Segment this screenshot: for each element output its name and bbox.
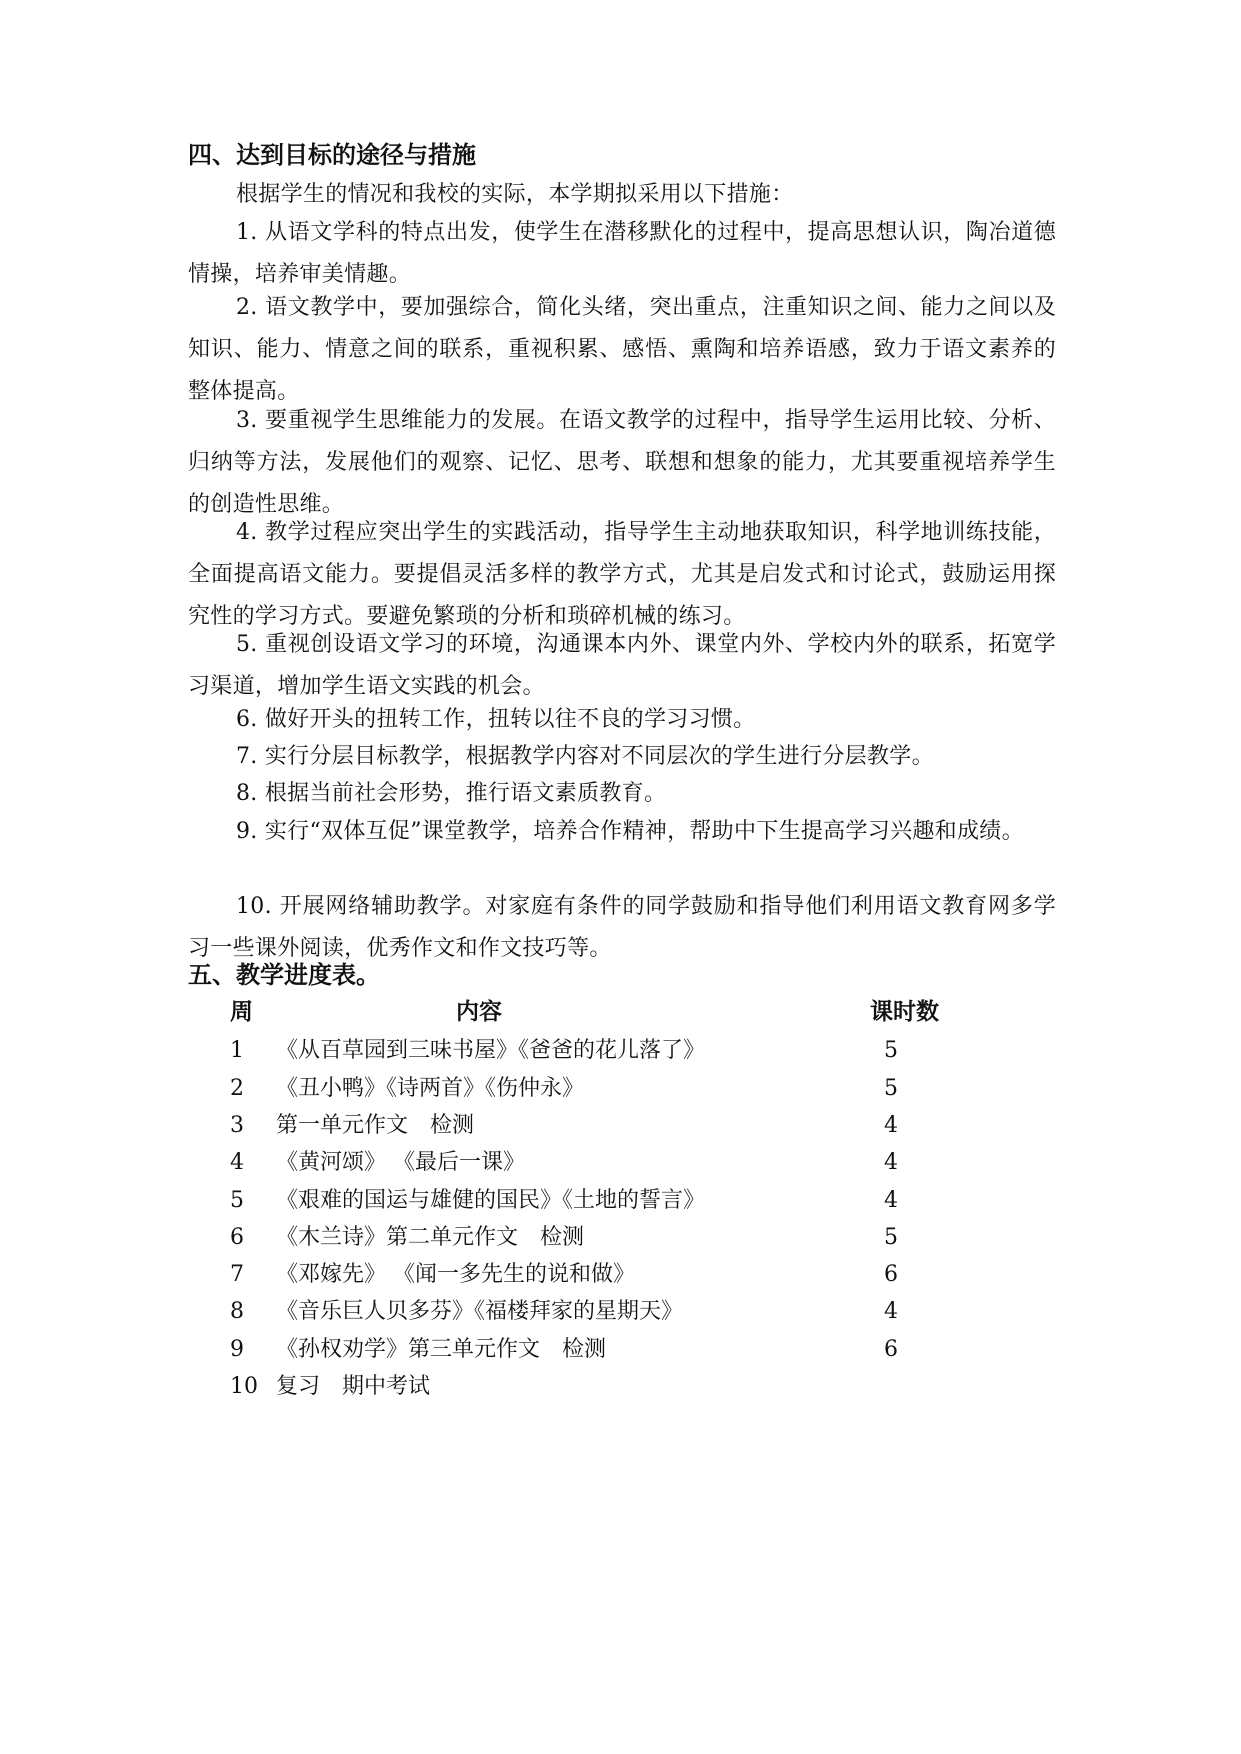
content-cell: 《孙权劝学》第三单元作文 检测 xyxy=(276,1337,607,1362)
column-header-hours: 课时数 xyxy=(870,999,939,1025)
column-header-week: 周 xyxy=(230,999,253,1025)
week-cell: 3 xyxy=(230,1113,244,1138)
hours-cell: 5 xyxy=(884,1076,898,1101)
section-4-heading: 四、达到目标的途径与措施 xyxy=(188,141,476,169)
content-cell: 《黄河颂》 《最后一课》 xyxy=(276,1150,525,1175)
content-cell: 《木兰诗》第二单元作文 检测 xyxy=(276,1225,585,1250)
section-4-intro: 根据学生的情况和我校的实际，本学期拟采用以下措施： xyxy=(236,182,794,207)
table-row xyxy=(0,1111,1241,1141)
measure-item-5: 5. 重视创设语文学习的环境，沟通课本内外、课堂内外、学校内外的联系，拓宽学习渠道，增加学生语文实践的机会。 xyxy=(188,632,1056,699)
content-cell: 复习 期中考试 xyxy=(276,1374,431,1399)
table-row xyxy=(0,1074,1241,1104)
content-cell: 第一单元作文 检测 xyxy=(276,1113,475,1138)
measure-item-6: 6. 做好开头的扭转工作，扭转以往不良的学习习惯。 xyxy=(236,707,756,732)
week-cell: 9 xyxy=(230,1337,244,1362)
section-5-heading: 五、教学进度表。 xyxy=(188,961,380,989)
measure-item-10: 10. 开展网络辅助教学。对家庭有条件的同学鼓励和指导他们利用语文教育网多学习一些课外阅读，优秀作文和作文技巧等。 xyxy=(188,894,1056,961)
table-row xyxy=(0,1223,1241,1253)
week-cell: 7 xyxy=(230,1262,244,1287)
week-cell: 2 xyxy=(230,1076,244,1101)
column-header-content: 内容 xyxy=(456,999,502,1025)
hours-cell: 6 xyxy=(884,1337,898,1362)
table-row xyxy=(0,1297,1241,1327)
week-cell: 8 xyxy=(230,1299,244,1324)
week-cell: 10 xyxy=(230,1374,258,1399)
hours-cell: 6 xyxy=(884,1262,898,1287)
hours-cell: 4 xyxy=(884,1113,898,1138)
table-row xyxy=(0,1186,1241,1216)
measure-item-4: 4. 教学过程应突出学生的实践活动，指导学生主动地获取知识，科学地训练技能，全面提高语文能力。要提倡灵活多样的教学方式，尤其是启发式和讨论式，鼓励运用探究性的学习方式。要避免繁琐的分析和琐碎机械的练习。 xyxy=(188,520,1056,629)
content-cell: 《从百草园到三味书屋》《爸爸的花儿落了》 xyxy=(276,1038,706,1063)
table-row xyxy=(0,1372,1241,1402)
content-cell: 《丑小鸭》《诗两首》《伤仲永》 xyxy=(276,1076,585,1101)
measure-item-3: 3. 要重视学生思维能力的发展。在语文教学的过程中，指导学生运用比较、分析、归纳等方法，发展他们的观察、记忆、思考、联想和想象的能力，尤其要重视培养学生的创造性思维。 xyxy=(188,408,1056,517)
hours-cell: 5 xyxy=(884,1038,898,1063)
measure-item-7: 7. 实行分层目标教学，根据教学内容对不同层次的学生进行分层教学。 xyxy=(236,744,934,769)
hours-cell: 4 xyxy=(884,1150,898,1175)
week-cell: 4 xyxy=(230,1150,244,1175)
content-cell: 《邓嫁先》 《闻一多先生的说和做》 xyxy=(276,1262,635,1287)
table-row xyxy=(0,1335,1241,1365)
table-row xyxy=(0,1036,1241,1066)
hours-cell: 4 xyxy=(884,1299,898,1324)
week-cell: 6 xyxy=(230,1225,244,1250)
week-cell: 1 xyxy=(230,1038,244,1063)
week-cell: 5 xyxy=(230,1188,244,1213)
table-row xyxy=(0,1260,1241,1290)
hours-cell: 4 xyxy=(884,1188,898,1213)
table-row xyxy=(0,1148,1241,1178)
content-cell: 《艰难的国运与雄健的国民》《土地的誓言》 xyxy=(276,1188,706,1213)
content-cell: 《音乐巨人贝多芬》《福楼拜家的星期天》 xyxy=(276,1299,684,1324)
measure-item-9: 9. 实行“双体互促”课堂教学，培养合作精神，帮助中下生提高学习兴趣和成绩。 xyxy=(236,819,1024,844)
measure-item-2: 2. 语文教学中，要加强综合，简化头绪，突出重点，注重知识之间、能力之间以及知识、能力、情意之间的联系，重视积累、感悟、熏陶和培养语感，致力于语文素养的整体提高。 xyxy=(188,295,1056,404)
measure-item-1: 1. 从语文学科的特点出发，使学生在潜移默化的过程中，提高思想认识，陶冶道德情操，培养审美情趣。 xyxy=(188,220,1056,287)
measure-item-8: 8. 根据当前社会形势，推行语文素质教育。 xyxy=(236,781,667,806)
hours-cell: 5 xyxy=(884,1225,898,1250)
